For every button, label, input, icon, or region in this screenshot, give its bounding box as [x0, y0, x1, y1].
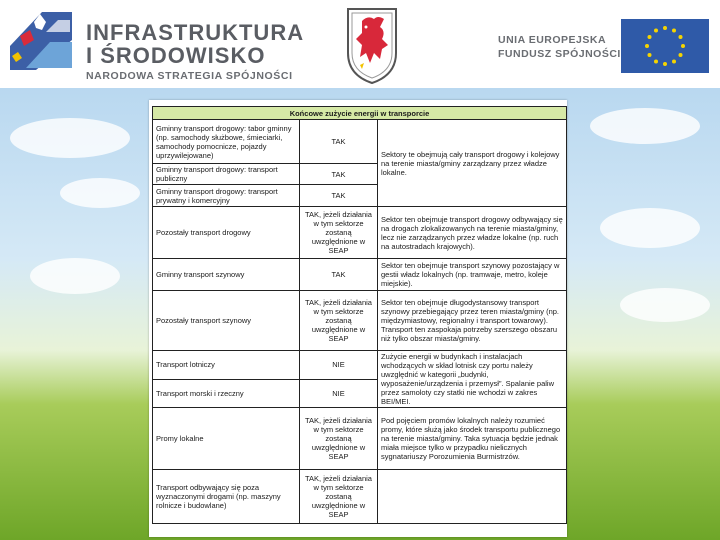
program-line-1: INFRASTRUKTURA [86, 20, 305, 45]
eu-line-1: UNIA EUROPEJSKA [498, 34, 607, 46]
cloud [620, 288, 710, 322]
row-included: TAK [300, 185, 378, 207]
eu-flag-icon [621, 19, 709, 73]
row-description: Pod pojęciem promów lokalnych należy rozumieć promy, które służą jako środek transportu publicznego na terenie miasta/gminy. Taka sytuacja będzie jednak miała miejsce tylko w przypadku nielicznych sygnatariuszy Porozumienia Burmistrzów. [378, 408, 567, 470]
infrastruktura-logo [6, 6, 76, 74]
row-category: Transport odbywający się poza wyznaczonymi drogami (np. maszyny rolnicze i budowlane) [153, 470, 300, 524]
program-line-3: NARODOWA STRATEGIA SPÓJNOŚCI [86, 70, 293, 82]
row-category: Gminny transport drogowy: transport publiczny [153, 164, 300, 185]
row-included: TAK [300, 259, 378, 291]
row-included: TAK, jeżeli działania w tym sektorze zostaną uwzględnione w SEAP [300, 291, 378, 351]
row-category: Gminny transport drogowy: transport prywatny i komercyjny [153, 185, 300, 207]
row-description: Sektor ten obejmuje transport szynowy pozostający w gestii władz lokalnych (np. tramwaje, metro, koleje miejskie). [378, 259, 567, 291]
row-description [378, 470, 567, 524]
griffin-crest-icon [344, 5, 400, 85]
table-row [153, 120, 567, 164]
row-category: Gminny transport szynowy [153, 259, 300, 291]
row-description: Sektor ten obejmuje transport drogowy odbywający się na drogach zlokalizowanych na terenie miasta/gminy, lecz nie zarządzanych przez władze lokalne (np. ruch na autostradach krajowych). [378, 207, 567, 259]
row-category: Transport morski i rzeczny [153, 379, 300, 408]
table-row [153, 291, 567, 351]
cloud [10, 118, 130, 158]
table-row [153, 470, 567, 524]
table-title: Końcowe zużycie energii w transporcie [153, 107, 567, 120]
row-description: Sektory te obejmują cały transport drogowy i kolejowy na terenie miasta/gminy zarządzany przez władze lokalne. [378, 120, 567, 207]
row-description: Zużycie energii w budynkach i instalacjach wchodzących w skład lotnisk czy portu należy uwzględnić w kategorii „budynki, wyposażenie/urządzenia i przemysł”. Spalanie paliw przez samoloty czy statki nie wchodzi w zakres BEI/MEI. [378, 351, 567, 408]
cloud [590, 108, 700, 144]
row-included: TAK, jeżeli działania w tym sektorze zostaną uwzględnione w SEAP [300, 408, 378, 470]
program-name [86, 22, 304, 82]
row-category: Pozostały transport drogowy [153, 207, 300, 259]
eu-line-2: FUNDUSZ SPÓJNOŚCI [498, 48, 621, 60]
header-bar [0, 0, 720, 88]
program-line-2: I ŚRODOWISKO [86, 43, 266, 68]
row-category: Promy lokalne [153, 408, 300, 470]
cloud [600, 208, 700, 248]
table-header-row [153, 107, 567, 120]
row-included: TAK, jeżeli działania w tym sektorze zostaną uwzględnione w SEAP [300, 470, 378, 524]
table-row [153, 351, 567, 380]
row-included: NIE [300, 379, 378, 408]
row-included: TAK [300, 164, 378, 185]
row-description: Sektor ten obejmuje długodystansowy transport szynowy przebiegający przez teren miasta/gminy (np. międzymiastowy, regionalny i transport towarowy). Transport ten zaspokaja potrzeby szerszego obszaru niż tylko obszar miasta/gminy. [378, 291, 567, 351]
table-row [153, 259, 567, 291]
table-row [153, 408, 567, 470]
energy-table [152, 106, 567, 524]
cloud [30, 258, 120, 294]
row-category: Gminny transport drogowy: tabor gminny (np. samochody służbowe, śmieciarki, samochody pomocnicze, pojazdy uprzywilejowane) [153, 120, 300, 164]
row-category: Transport lotniczy [153, 351, 300, 380]
row-included: NIE [300, 351, 378, 380]
row-category: Pozostały transport szynowy [153, 291, 300, 351]
cloud [60, 178, 140, 208]
row-included: TAK [300, 120, 378, 164]
table-row [153, 207, 567, 259]
row-included: TAK, jeżeli działania w tym sektorze zostaną uwzględnione w SEAP [300, 207, 378, 259]
eu-label [498, 33, 621, 61]
